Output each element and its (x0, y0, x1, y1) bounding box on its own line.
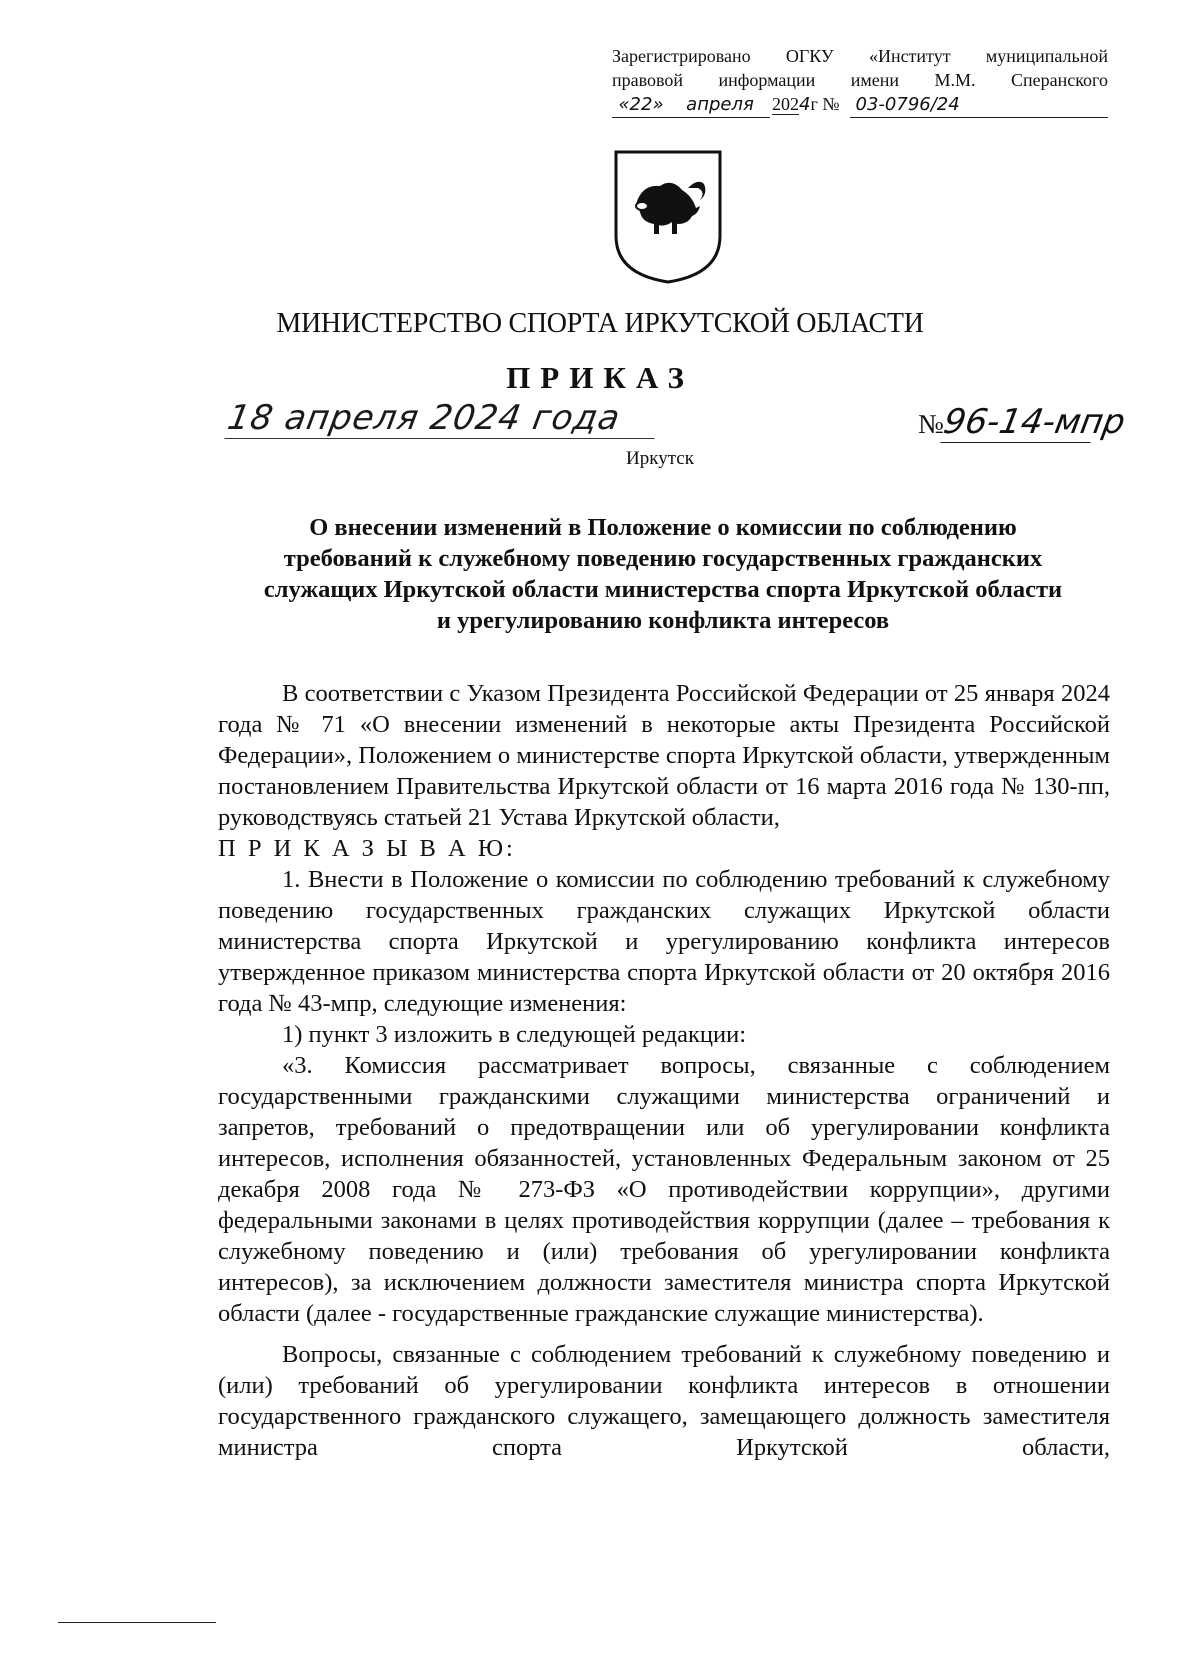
document-body (218, 678, 1110, 1463)
order-word: П Р И К А З Ы В А Ю: (218, 835, 516, 862)
registration-day: «22» (612, 93, 670, 118)
registration-month: апреля (670, 93, 770, 118)
order-number-label: № (918, 409, 944, 439)
coat-of-arms-icon (612, 148, 724, 286)
registration-number: 03-0796/24 (850, 93, 1108, 118)
order-number (918, 402, 1128, 443)
order-number-value: 96-14-мпр (940, 402, 1128, 442)
subject-line: служащих Иркутской области министерства спорта Иркутской области (263, 576, 1063, 603)
registration-stamp (612, 44, 1108, 118)
registration-line-2: правовой информации имени М.М. Сперанского (612, 70, 1108, 90)
city: Иркутск (626, 448, 694, 469)
subject-line: О внесении изменений в Положение о комиссии по соблюдению (309, 514, 1017, 541)
registration-year: 2024г № (772, 94, 840, 115)
order-date: 18 апреля 2024 года (224, 398, 661, 439)
registration-line-3 (612, 92, 1108, 118)
subject-line: и урегулированию конфликта интересов (436, 607, 890, 634)
item-1-paragraph: 1. Внести в Положение о комиссии по соблюдению требований к служебному поведению государственных гражданских служащих Иркутской области министерства спорта Иркутской и урегулированию конфликта интересов утвержденное приказом министерства спорта Иркутской области от 20 октября 2016 года № 43-мпр, следующие изменения: (218, 866, 1110, 1017)
subject-line: требований к служебному поведению государственных гражданских (283, 545, 1043, 572)
document-type: ПРИКАЗ (506, 360, 694, 395)
subitem-1-paragraph: 1) пункт 3 изложить в следующей редакции: (282, 1021, 747, 1048)
registration-line-1: Зарегистрировано ОГКУ «Институт муниципальной (612, 46, 1108, 66)
preamble-paragraph: В соответствии с Указом Президента Российской Федерации от 25 января 2024 года № 71 «О внесении изменений в некоторые акты Президента Российской Федерации», Положением о министерстве спорта Иркутской области, утвержденным постановлением Правительства Иркутской области от 16 марта 2016 года № 130-пп, руководствуясь статьей 21 Устава Иркутской области, (218, 680, 1110, 831)
footnote-separator (58, 1622, 216, 1623)
questions-paragraph: Вопросы, связанные с соблюдением требований к служебному поведению и (или) требований об урегулировании конфликта интересов в отношении государственного гражданского служащего, замещающего должность заместителя министра спорта Иркутской области, (218, 1341, 1110, 1461)
order-subject (218, 512, 1108, 636)
ministry-name: МИНИСТЕРСТВО СПОРТА ИРКУТСКОЙ ОБЛАСТИ (276, 308, 924, 339)
clause-3-paragraph: «3. Комиссия рассматривает вопросы, связанные с соблюдением государственными гражданскими служащими министерства ограничений и запретов, требований о предотвращении или об урегулировании конфликта интересов, исполнения обязанностей, установленных Федеральным законом от 25 декабря 2008 года № 273-ФЗ «О противодействии коррупции», другими федеральными законами в целях противодействия коррупции (далее – требования к служебному поведению и (или) требования об урегулировании конфликта интересов), за исключением должности заместителя министра спорта Иркутской области (далее - государственные гражданские служащие министерства). (218, 1052, 1110, 1327)
